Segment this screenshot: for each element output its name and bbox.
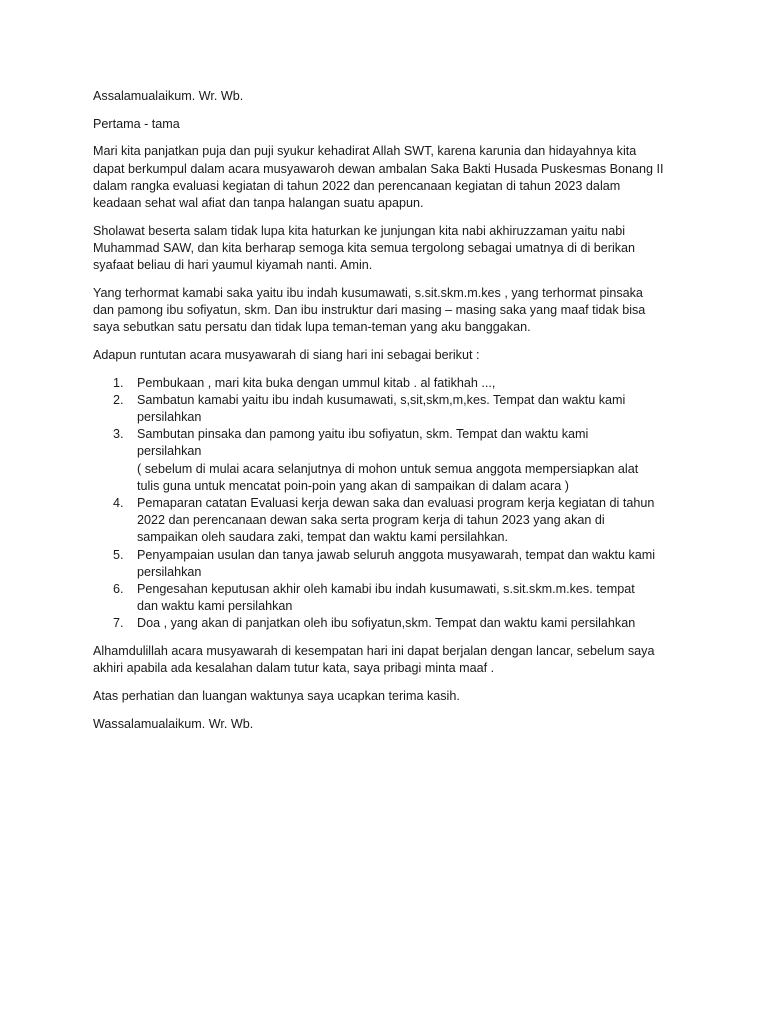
agenda-item: [113, 547, 688, 581]
opening-greeting: Assalamualaikum. Wr. Wb.: [93, 89, 244, 103]
closing-greeting: Wassalamualaikum. Wr. Wb.: [93, 716, 254, 731]
agenda-item: [113, 392, 688, 426]
paragraph-thanks: Atas perhatian dan luangan waktunya saya ucapkan terima kasih.: [93, 689, 460, 704]
agenda-item-number: 4.: [113, 496, 124, 511]
agenda-list: [93, 375, 688, 633]
agenda-item-number: 3.: [113, 427, 124, 442]
agenda-item-text: Pengesahan keputusan akhir oleh kamabi ibu indah kusumawati, s.sit.skm.m.kes. tempat dan waktu kami persilahkan: [137, 582, 635, 614]
agenda-item-number: 7.: [113, 616, 124, 631]
paragraph-agenda-intro: Adapun runtutan acara musyawarah di siang hari ini sebagai berikut :: [93, 347, 480, 362]
agenda-item: [113, 426, 688, 495]
agenda-item-number: 1.: [113, 375, 124, 390]
paragraph-honored-guests: Yang terhormat kamabi saka yaitu ibu indah kusumawati, s.sit.skm.m.kes , yang terhormat pinsaka dan pamong ibu sofiyatun, skm. Dan ibu instruktur dari masing – masing saka yang maaf tidak bisa saya sebutkan satu persatu dan tidak lupa teman-teman yang aku banggakan.: [93, 285, 646, 335]
agenda-item-text: Sambutan pinsaka dan pamong yaitu ibu sofiyatun, skm. Tempat dan waktu kami persilahkan ( sebelum di mulai acara selanjutnya di mohon untuk semua anggota mempersiapkan alat tulis guna untuk mencatat poin-poin yang akan di sampaikan di dalam acara ): [137, 427, 639, 493]
agenda-item: [113, 495, 688, 547]
agenda-item-number: 2.: [113, 392, 124, 407]
paragraph-closing-remarks: Alhamdulillah acara musyawarah di kesempatan hari ini dapat berjalan dengan lancar, sebelum saya akhiri apabila ada kesalahan dalam tutur kata, saya pribagi minta maaf .: [93, 644, 655, 676]
first-heading: Pertama - tama: [93, 116, 180, 131]
agenda-item-text: Pembukaan , mari kita buka dengan ummul kitab . al fatikhah ...,: [137, 375, 496, 390]
agenda-item-text: Sambatun kamabi yaitu ibu indah kusumawati, s,sit,skm,m,kes. Tempat dan waktu kami persilahkan: [137, 392, 626, 425]
agenda-item-text: Pemaparan catatan Evaluasi kerja dewan saka dan evaluasi program kerja kegiatan di tahun 2022 dan perencanaan dewan saka serta program kerja di tahun 2023 yang akan di sampaikan oleh saudara zaki, tempat dan waktu kami persilahkan.: [137, 496, 655, 545]
agenda-item-text: Penyampaian usulan dan tanya jawab seluruh anggota musyawarah, tempat dan waktu kami persilahkan: [137, 547, 656, 579]
agenda-item: [113, 375, 688, 392]
paragraph-sholawat: Sholawat beserta salam tidak lupa kita haturkan ke junjungan kita nabi akhiruzzaman yaitu nabi Muhammad SAW, dan kita berharap semoga kita semua tergolong sebagai umatnya di di berikan syafaat beliau di hari yaumul kiyamah nanti. Amin.: [93, 223, 636, 273]
paragraph-gratitude: Mari kita panjatkan puja dan puji syukur kehadirat Allah SWT, karena karunia dan hidayahnya kita dapat berkumpul dalam acara musyawaroh dewan ambalan Saka Bakti Husada Puskesmas Bonang II dalam rangka evaluasi kegiatan di tahun 2022 dan perencanaan kegiatan di tahun 2023 dalam keadaan sehat wal afiat dan tanpa halangan suatu apapun.: [93, 144, 664, 211]
agenda-item-text: Doa , yang akan di panjatkan oleh ibu sofiyatun,skm. Tempat dan waktu kami persilahkan: [137, 616, 636, 631]
agenda-item: [113, 581, 688, 615]
agenda-item: [113, 615, 688, 632]
agenda-item-number: 6.: [113, 582, 124, 597]
agenda-item-number: 5.: [113, 547, 124, 562]
